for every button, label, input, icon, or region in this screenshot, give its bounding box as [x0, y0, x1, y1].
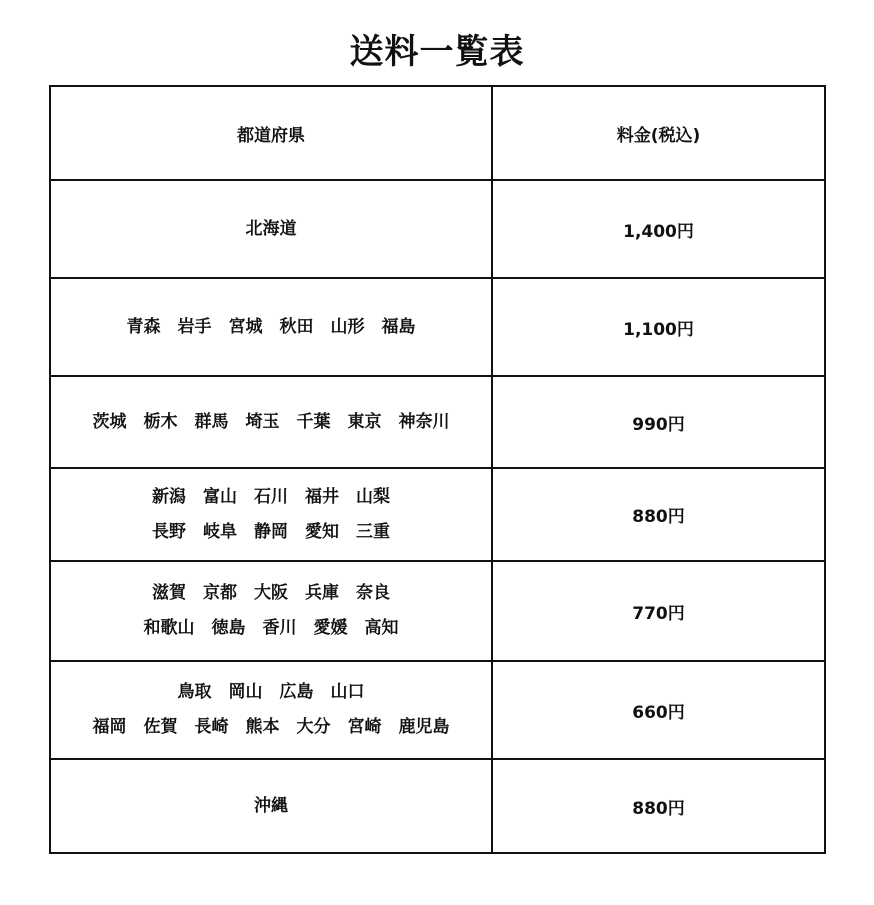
table-row	[50, 561, 825, 661]
table-row	[50, 180, 825, 278]
prefecture-cell	[50, 278, 492, 376]
prefecture-list: 北海道	[245, 218, 297, 239]
price-cell: 1,400円	[492, 180, 825, 278]
price-cell: 880円	[492, 468, 825, 561]
prefecture-cell	[50, 661, 492, 759]
header-price: 料金(税込)	[492, 86, 825, 180]
prefecture-list: 福岡 佐賀 長崎 熊本 大分 宮崎 鹿児島	[92, 717, 450, 737]
table-row	[50, 468, 825, 561]
prefecture-list: 新潟 富山 石川 福井 山梨	[152, 486, 390, 507]
prefecture-list: 滋賀 京都 大阪 兵庫 奈良	[152, 583, 390, 603]
table-row	[50, 278, 825, 376]
price-cell: 660円	[492, 661, 825, 759]
table-row	[50, 759, 825, 853]
prefecture-cell	[50, 376, 492, 468]
prefecture-list: 茨城 栃木 群馬 埼玉 千葉 東京 神奈川	[92, 411, 450, 432]
table-header-row	[50, 86, 825, 180]
prefecture-cell	[50, 759, 492, 853]
prefecture-list: 鳥取 岡山 広島 山口	[177, 682, 365, 702]
prefecture-list: 長野 岐阜 静岡 愛知 三重	[152, 521, 390, 542]
prefecture-cell	[50, 180, 492, 278]
page-title: 送料一覧表	[349, 32, 525, 72]
table-row	[50, 376, 825, 468]
header-prefecture: 都道府県	[50, 86, 492, 180]
price-cell: 1,100円	[492, 278, 825, 376]
prefecture-list: 青森 岩手 宮城 秋田 山形 福島	[126, 316, 416, 337]
price-cell: 880円	[492, 759, 825, 853]
price-cell: 990円	[492, 376, 825, 468]
prefecture-list: 和歌山 徳島 香川 愛媛 高知	[143, 618, 399, 638]
prefecture-list: 沖縄	[254, 795, 288, 816]
prefecture-cell	[50, 561, 492, 661]
prefecture-cell	[50, 468, 492, 561]
price-cell: 770円	[492, 561, 825, 661]
shipping-rate-table	[49, 85, 826, 854]
table-row	[50, 661, 825, 759]
